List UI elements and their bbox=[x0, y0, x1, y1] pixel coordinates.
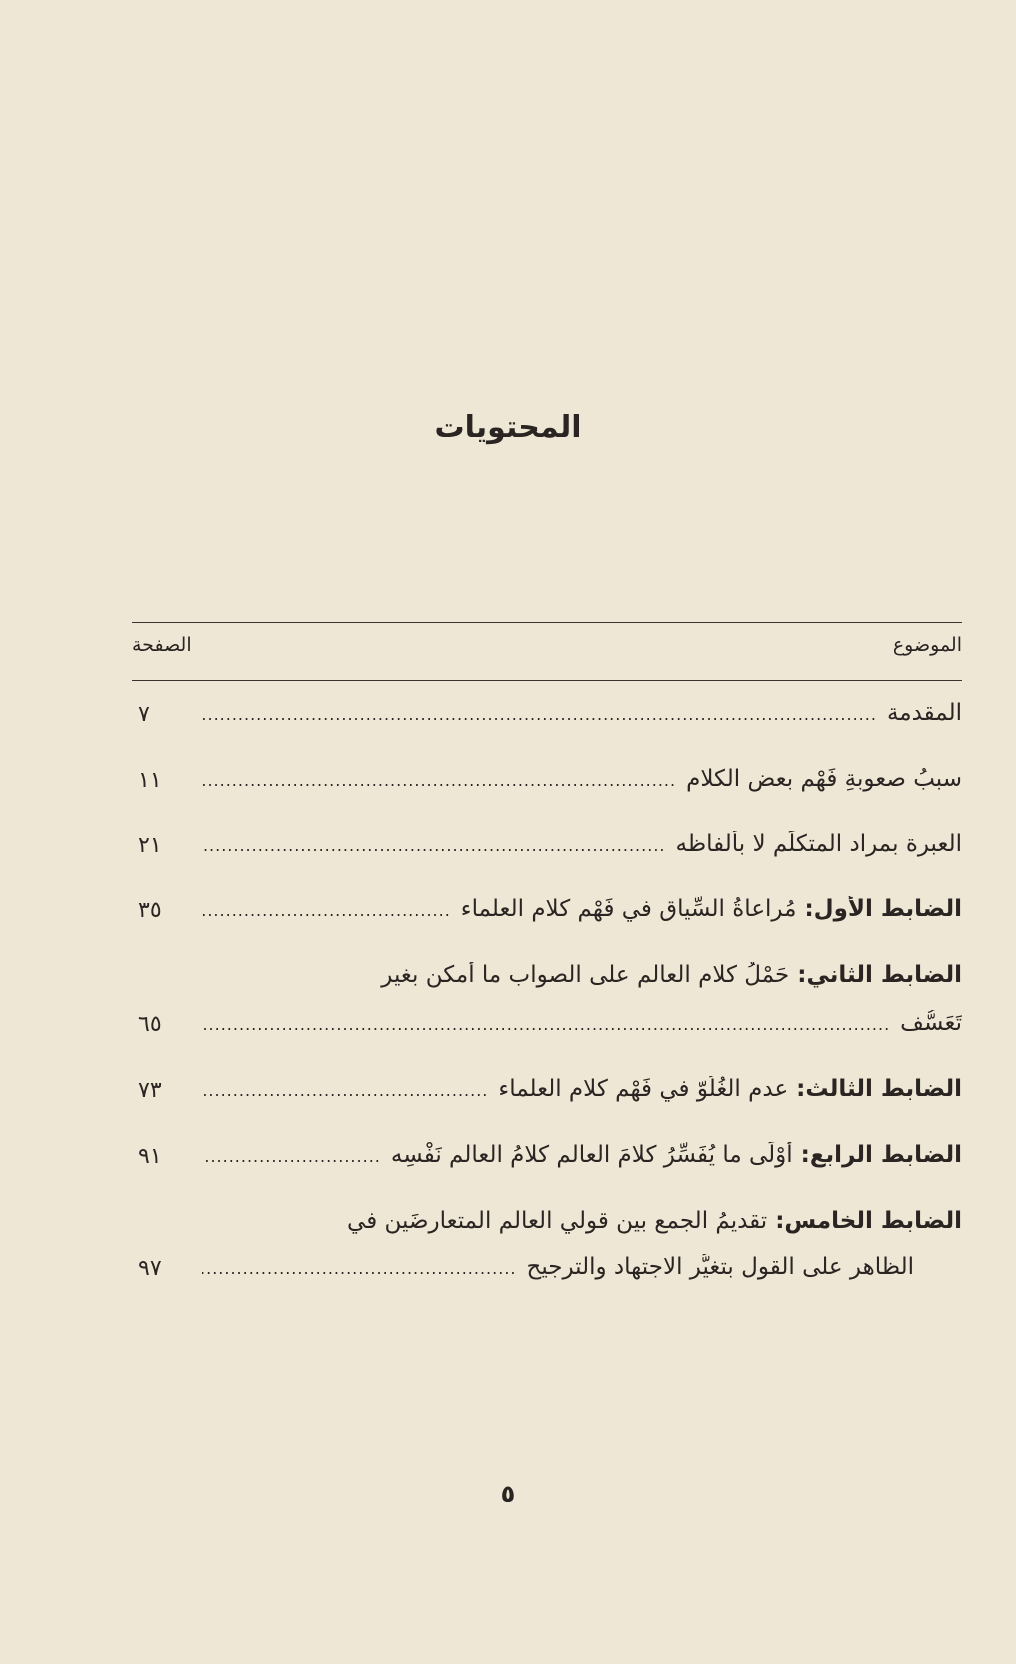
dot-leader bbox=[202, 836, 665, 855]
entry-label: الضابط الأول: bbox=[804, 896, 962, 922]
entry-page: ٩١ bbox=[138, 1144, 162, 1169]
header-rule bbox=[132, 680, 962, 681]
entry-title: أَوْلَى ما يُفَسِّرُ كلامَ العالم كلامُ العالم نَفْسِه bbox=[390, 1142, 793, 1168]
entry-title: المقدمة bbox=[886, 700, 962, 726]
entry-title: حَمْلُ كلام العالم على الصواب ما أمكن بغير bbox=[381, 962, 790, 988]
entry-title: عدم الغُلُوّ في فَهْمِ كلام العلماء bbox=[498, 1076, 789, 1102]
dot-leader bbox=[202, 771, 676, 790]
toc-entry bbox=[132, 1142, 962, 1182]
dot-leader bbox=[202, 901, 451, 920]
entry-page: ٧٣ bbox=[138, 1078, 162, 1103]
entry-page: ٣٥ bbox=[138, 898, 162, 923]
toc-entry bbox=[132, 700, 962, 740]
entry-label: الضابط الرابع: bbox=[800, 1142, 962, 1168]
entry-label: الضابط الخامس: bbox=[775, 1208, 962, 1234]
toc-entry bbox=[132, 831, 962, 871]
topic-column-header: الموضوع bbox=[892, 634, 962, 656]
entry-title-continued: تَعَسُّف bbox=[900, 1010, 962, 1036]
dot-leader bbox=[202, 1147, 381, 1166]
dot-leader bbox=[202, 1259, 516, 1278]
entry-page: ٩٧ bbox=[138, 1256, 162, 1281]
entry-label: الضابط الثالث: bbox=[796, 1076, 962, 1102]
toc-entry bbox=[132, 1076, 962, 1116]
toc-entry bbox=[132, 962, 962, 1052]
entry-title: مُراعاةُ السِّياقِ في فَهْمِ كلام العلماء bbox=[460, 896, 797, 922]
entry-title: سببُ صعوبةِ فَهْمِ بعض الكلام bbox=[686, 766, 962, 792]
toc-header bbox=[132, 630, 962, 670]
page-title: المحتويات bbox=[434, 410, 582, 445]
dot-leader bbox=[202, 1081, 488, 1100]
entry-title: تقديمُ الجمع بين قولي العالم المتعارضَينِ في bbox=[347, 1208, 768, 1234]
entry-page: ١١ bbox=[138, 768, 162, 793]
entry-title: العبرة بمراد المتكلِّم لا بألفاظه bbox=[675, 831, 962, 857]
dot-leader bbox=[202, 705, 877, 724]
entry-page: ٢١ bbox=[138, 833, 162, 858]
page-number: ٥ bbox=[500, 1480, 516, 1508]
dot-leader bbox=[202, 1015, 890, 1034]
entry-page: ٦٥ bbox=[138, 1012, 162, 1037]
toc-entry bbox=[132, 1208, 962, 1298]
entry-page: ٧ bbox=[138, 702, 150, 727]
toc-entry bbox=[132, 896, 962, 936]
toc-entry bbox=[132, 766, 962, 806]
entry-label: الضابط الثاني: bbox=[797, 962, 962, 988]
page-column-header: الصفحة bbox=[132, 634, 192, 656]
top-rule bbox=[132, 622, 962, 623]
entry-title-continued: الظاهر على القول بتغيُّرِ الاجتهاد والترجيح bbox=[526, 1254, 914, 1280]
